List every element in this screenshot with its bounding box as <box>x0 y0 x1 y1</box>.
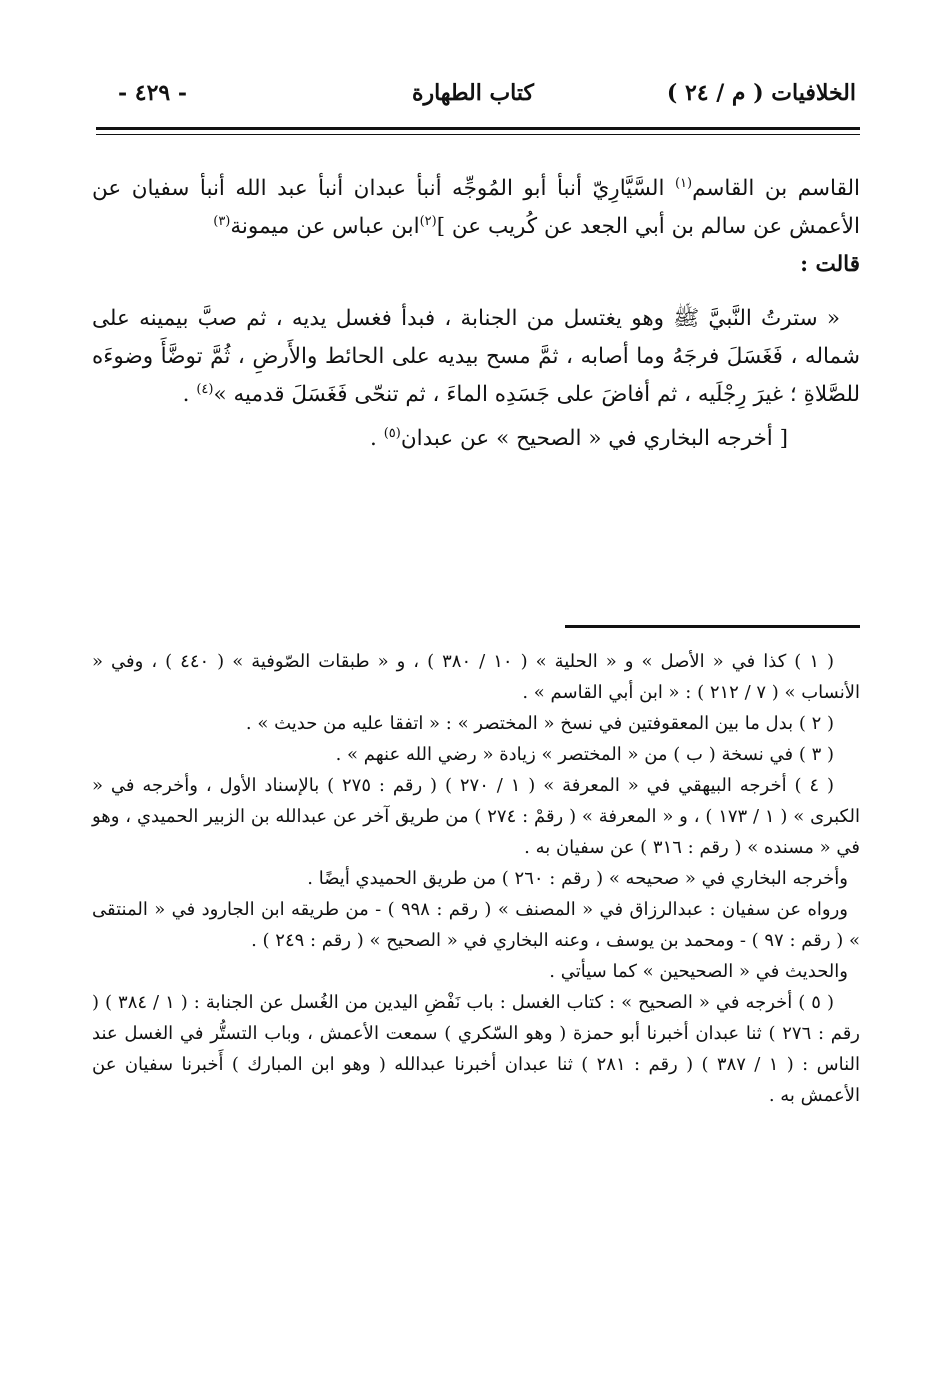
isnad-text-1: القاسم بن القاسم <box>692 176 860 201</box>
header-rule-thick <box>96 127 860 130</box>
qalat-label: قالت : <box>800 252 860 277</box>
footnote-ref-2: (٢) <box>419 213 437 229</box>
footnote-2: ( ٢ ) بدل ما بين المعقوفتين في نسخ « المختصر » : « اتفقا عليه من حديث » . <box>245 713 834 734</box>
footnote-ref-5: (٥) <box>383 425 401 441</box>
page-number: - ٤٢٩ - <box>118 80 188 106</box>
footnote-ref-3: (٣) <box>213 213 231 229</box>
isnad-text-3: ابن عباس عن ميمونة <box>230 214 420 239</box>
footnote-4-continued-2: ورواه عن سفيان : عبدالرزاق في « المصنف » ( رقم : ٩٩٨ ) - من طريقه ابن الجارود في « المنتقى » ( رقم : ٩٧ ) - ومحمد بن يوسف ، وعنه البخاري في « الصحيح » ( رقم : ٢٤٩ ) . <box>92 899 860 951</box>
isnad-text-2: السَّيَّارِيّ أنبأ أبو المُوجِّه أنبأ عبدان أنبأ عبد الله أنبأ سفيان عن الأعمش عن سالم بن أبي الجعد عن كُريب عن ] <box>92 176 860 239</box>
takhrij-text: [ أخرجه البخاري في « الصحيح » عن عبدان <box>400 426 788 451</box>
takhrij-end: . <box>370 426 384 451</box>
footnote-4-continued-3: والحديث في « الصحيحين » كما سيأتي . <box>549 961 848 982</box>
footnote-1: ( ١ ) كذا في « الأصل » و « الحلية » ( ١٠ / ٣٨٠ ) ، و « طبقات الصّوفية » ( ٤٤٠ ) ، وفي « الأنساب » ( ٧ / ٢١٢ ) : « ابن أبي القاسم » . <box>92 651 860 703</box>
footnote-ref-1: (١) <box>674 175 693 191</box>
running-title: الخلافيات ( م / ٢٤ ) <box>666 80 856 106</box>
footnote-ref-4: (٤) <box>196 381 214 397</box>
hadith-text: « سترتُ النَّبيَّ ﷺ وهو يغتسل من الجنابة ، فبدأ فغسل يديه ، ثم صبَّ بيمينه على شماله ، فَغَسَلَ فرجَهُ وما أصابه ، ثمَّ مسح بيديه على الحائط والأَرضِ ، ثُمَّ توضَّأَ وضوءَه للصَّلاةِ ؛ غيرَ رِجْلَيه ، ثم أفاضَ على جَسَدِه الماءَ ، ثم تنحّى فَغَسَلَ قدميه » <box>92 306 860 407</box>
footnote-3: ( ٣ ) في نسخة ( ب ) من « المختصر » زيادة « رضي الله عنهم » . <box>335 744 834 765</box>
main-text <box>92 170 860 458</box>
page-header <box>96 80 856 116</box>
chapter-title: كتاب الطهارة <box>411 80 534 106</box>
hadith-end: . <box>182 382 197 407</box>
footnote-5: ( ٥ ) أخرجه في « الصحيح » : كتاب الغسل : باب نَفْضِ اليدين من الغُسل عن الجنابة : ( ١ / ٣٨٤ ) ( رقم : ٢٧٦ ) ثنا عبدان أخبرنا أبو حمزة ( وهو السّكري ) سمعت الأعمش ، وباب التستُّر في الغسل عند الناس : ( ١ / ٣٨٧ ) ( رقم : ٢٨١ ) ثنا عبدان أخبرنا عبدالله ( وهو ابن المبارك ) أَخبرنا سفيان عن الأعمش به . <box>92 992 860 1106</box>
footnote-separator <box>565 625 860 628</box>
footnotes <box>92 646 860 1111</box>
footnote-4: ( ٤ ) أخرجه البيهقي في « المعرفة » ( ١ / ٢٧٠ ) ( رقم : ٢٧٥ ) بالإسناد الأول ، وأخرجه في « الكبرى » ( ١ / ١٧٣ ) ، و « المعرفة » ( رقمْ : ٢٧٤ ) من طريق آخر عن عبدالله بن الزبير الحميدي ، وهو في « مسنده » ( رقم : ٣١٦ ) عن سفيان به . <box>92 775 860 858</box>
hadith-paragraph <box>92 300 860 414</box>
footnote-4-continued-1: وأخرجه البخاري في « صحيحه » ( رقم : ٢٦٠ ) من طريق الحميدي أيضًا . <box>307 868 848 889</box>
isnad-paragraph <box>92 170 860 246</box>
takhrij-paragraph <box>92 420 860 458</box>
header-rule-thin <box>96 134 860 135</box>
